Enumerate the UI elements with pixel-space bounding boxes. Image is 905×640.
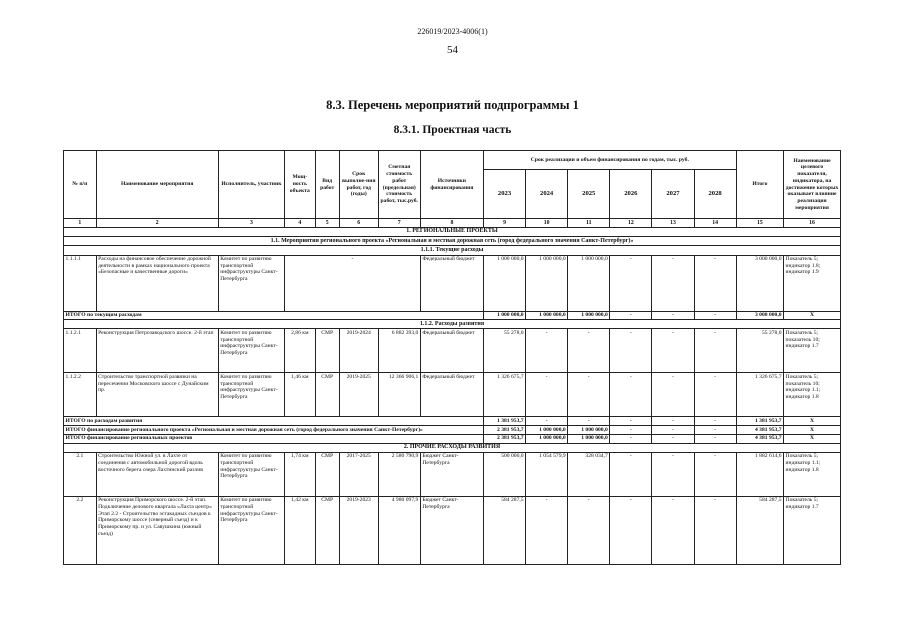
total-y2025: -: [568, 417, 610, 426]
total-y2024: 1 000 000,0: [526, 311, 568, 320]
total-row: [64, 311, 841, 320]
total-y2025: 1 000 000,0: [568, 426, 610, 435]
row-executor: Комитет по развитию транспортной инфраструктуры Санкт-Петербурга: [218, 329, 284, 373]
total-y2023: 2 381 953,7: [483, 434, 525, 443]
measures-table: [63, 150, 841, 565]
row-kind: СМР: [315, 452, 339, 496]
row-indicator: Показатель 5; индикатор 1.7: [784, 496, 841, 564]
row-total: 3 000 000,0: [736, 255, 783, 311]
row-cost: 2 580 790,9: [378, 452, 420, 496]
row-y2028: -: [694, 255, 736, 311]
total-y2024: 1 000 000,0: [526, 434, 568, 443]
header-indicator: Наименование целевого показателя, индикатора, на достижение которых оказывает влияние реализация мероприятия: [784, 151, 841, 219]
header-row-top: [64, 151, 841, 170]
row-y2027: -: [652, 373, 694, 417]
row-kind: СМР: [315, 329, 339, 373]
total-indicator: Х: [784, 417, 841, 426]
col-number: 8: [420, 219, 483, 228]
section-row: [64, 246, 841, 255]
total-y2027: -: [652, 417, 694, 426]
header-total: Итого: [736, 151, 783, 219]
total-y2026: -: [610, 426, 652, 435]
row-name: Реконструкция Петрозаводского шоссе. 2-й этап: [96, 329, 218, 373]
row-y2028: -: [694, 373, 736, 417]
row-cost: 12 366 906,1: [378, 373, 420, 417]
header-year-2025: 2025: [568, 170, 610, 219]
section-row: [64, 237, 841, 246]
table-row: [64, 373, 841, 417]
row-y2023: 500 000,0: [483, 452, 525, 496]
table-row: [64, 255, 841, 311]
total-y2028: -: [694, 434, 736, 443]
row-power: 2,86 км: [285, 329, 316, 373]
row-indicator: Показатель 5; индикатор 1.1; индикатор 1.8: [784, 452, 841, 496]
col-number: 9: [483, 219, 525, 228]
total-label: ИТОГО по текущим расходам: [64, 311, 484, 320]
row-total: 1 882 614,6: [736, 452, 783, 496]
document-number: 226019/2023-4006(1): [417, 27, 488, 36]
row-term: 2017-2025: [339, 452, 378, 496]
col-number: 14: [694, 219, 736, 228]
table-row: [64, 496, 841, 564]
section-other-expenses: 2. ПРОЧИЕ РАСХОДЫ РАЗВИТИЯ: [64, 443, 841, 452]
total-y2025: 1 000 000,0: [568, 434, 610, 443]
total-label: ИТОГО финансирование региональных проектов: [64, 434, 484, 443]
col-number: 5: [315, 219, 339, 228]
header-num: № п/п: [64, 151, 97, 219]
total-y2023: 1 381 953,7: [483, 417, 525, 426]
row-executor: Комитет по развитию транспортной инфраструктуры Санкт-Петербурга: [218, 496, 284, 564]
header-kind: Вид работ: [315, 151, 339, 219]
row-indicator: Показатель 5; показатель 10; индикатор 1.1; индикатор 1.8: [784, 373, 841, 417]
total-indicator: Х: [784, 311, 841, 320]
header-year-2024: 2024: [526, 170, 568, 219]
header-year-2027: 2027: [652, 170, 694, 219]
row-source: Федеральный бюджет: [420, 329, 483, 373]
row-indicator: Показатель 5; показатель 10; индикатор 1.7: [784, 329, 841, 373]
total-sum: 4 381 953,7: [736, 434, 783, 443]
row-num: 2.1: [64, 452, 97, 496]
header-power: Мощ-ность объекта: [285, 151, 316, 219]
row-y2025: -: [568, 329, 610, 373]
total-y2024: 1 000 000,0: [526, 426, 568, 435]
table-row: [64, 452, 841, 496]
col-number: 6: [339, 219, 378, 228]
col-number: 10: [526, 219, 568, 228]
row-y2025: -: [568, 496, 610, 564]
total-y2026: -: [610, 417, 652, 426]
row-y2028: -: [694, 452, 736, 496]
row-y2026: -: [610, 496, 652, 564]
page-number: 54: [447, 44, 458, 56]
row-source: Федеральный бюджет: [420, 255, 483, 311]
row-power: 1,46 км: [285, 373, 316, 417]
row-y2024: 1 054 579,9: [526, 452, 568, 496]
total-y2023: 1 000 000,0: [483, 311, 525, 320]
row-indicator: Показатель 5; индикатор 1.8; индикатор 1.9: [784, 255, 841, 311]
header-source: Источники финансирования: [420, 151, 483, 219]
total-y2025: 1 000 000,0: [568, 311, 610, 320]
header-period: Срок реализации и объем финансирования по годам, тыс. руб.: [483, 151, 736, 170]
col-number: 15: [736, 219, 783, 228]
col-number: 4: [285, 219, 316, 228]
row-name: Строительство Южной ул. в Лахте от соединения с автомобильной дорогой вдоль восточного берега озера Лахтинский разлив: [96, 452, 218, 496]
row-name: Расходы на финансовое обеспечение дорожной деятельности в рамках национального проекта «Безопасные и качественные дороги»: [96, 255, 218, 311]
total-row: [64, 426, 841, 435]
row-y2023: 1 326 675,7: [483, 373, 525, 417]
row-total: 55 278,0: [736, 329, 783, 373]
total-sum: 4 381 953,7: [736, 426, 783, 435]
row-y2024: -: [526, 496, 568, 564]
page-subtitle: 8.3.1. Проектная часть: [393, 124, 512, 136]
row-y2025: 1 000 000,0: [568, 255, 610, 311]
row-executor: Комитет по развитию транспортной инфраструктуры Санкт-Петербурга: [218, 452, 284, 496]
row-term: 2019-2024: [339, 329, 378, 373]
row-term: 2019-2025: [339, 373, 378, 417]
row-y2027: -: [652, 496, 694, 564]
row-y2025: 328 034,7: [568, 452, 610, 496]
row-y2024: -: [526, 373, 568, 417]
row-y2026: -: [610, 329, 652, 373]
col-number: 2: [96, 219, 218, 228]
row-y2027: -: [652, 452, 694, 496]
row-name: Реконструкция Приморского шоссе. 2-й этап. Подключение делового квартала «Лахта центр» Этап 2.2 - Строительство эстакадных съездов к Приморскому шоссе (северный съезд) и к Приморскому пр. и ул. Савушкина (южный съезд): [96, 496, 218, 564]
row-name: Строительство транспортной развязки на пересечении Московского шоссе с Дунайским пр.: [96, 373, 218, 417]
section-row: [64, 320, 841, 329]
row-y2026: -: [610, 373, 652, 417]
total-y2028: -: [694, 426, 736, 435]
header-name: Наименование мероприятия: [96, 151, 218, 219]
page-title: 8.3. Перечень мероприятий подпрограммы 1: [326, 98, 579, 112]
total-row: [64, 434, 841, 443]
section-current-expenses: 1.1.1. Текущие расходы: [64, 246, 841, 255]
total-y2028: -: [694, 417, 736, 426]
total-y2028: -: [694, 311, 736, 320]
row-total: 1 326 675,7: [736, 373, 783, 417]
row-source: Бюджет Санкт-Петербурга: [420, 452, 483, 496]
col-number: 12: [610, 219, 652, 228]
row-power: 1,42 км: [285, 496, 316, 564]
row-y2024: 1 000 000,0: [526, 255, 568, 311]
col-number: 1: [64, 219, 97, 228]
col-number: 7: [378, 219, 420, 228]
row-y2028: -: [694, 496, 736, 564]
col-number: 13: [652, 219, 694, 228]
row-total: 584 287,5: [736, 496, 783, 564]
row-y2026: -: [610, 255, 652, 311]
section-row: [64, 443, 841, 452]
header-executor: Исполнитель, участник: [218, 151, 284, 219]
total-indicator: Х: [784, 434, 841, 443]
row-y2023: 584 287,5: [483, 496, 525, 564]
total-y2026: -: [610, 434, 652, 443]
total-sum: 1 381 953,7: [736, 417, 783, 426]
row-kind: СМР: [315, 373, 339, 417]
row-executor: Комитет по развитию транспортной инфраструктуры Санкт-Петербурга: [218, 255, 284, 311]
row-y2025: -: [568, 373, 610, 417]
row-num: 1.1.1.1: [64, 255, 97, 311]
col-number: 16: [784, 219, 841, 228]
section-regional-project-roads: 1.1. Мероприятия регионального проекта «Региональная и местная дорожная сеть (город федерального значения Санкт-Петербург)»: [64, 237, 841, 246]
row-term: 2019-2023: [339, 496, 378, 564]
column-number-row: [64, 219, 841, 228]
total-row: [64, 417, 841, 426]
total-label: ИТОГО по расходам развития: [64, 417, 484, 426]
header-term: Срок выполне-ния работ, год (годы): [339, 151, 378, 219]
row-y2028: -: [694, 329, 736, 373]
row-source: Бюджет Санкт-Петербурга: [420, 496, 483, 564]
total-y2023: 2 381 953,7: [483, 426, 525, 435]
header-cost: Сметная стоимость работ (предельная) стоимость работ, тыс.руб.: [378, 151, 420, 219]
row-y2024: -: [526, 329, 568, 373]
total-y2027: -: [652, 426, 694, 435]
row-num: 1.1.2.2: [64, 373, 97, 417]
table-row: [64, 329, 841, 373]
row-y2027: -: [652, 255, 694, 311]
row-power: 1,74 км: [285, 452, 316, 496]
row-cost: 6 882 393,0: [378, 329, 420, 373]
total-y2027: -: [652, 311, 694, 320]
row-y2027: -: [652, 329, 694, 373]
total-y2024: -: [526, 417, 568, 426]
row-y2023: 1 000 000,0: [483, 255, 525, 311]
row-y2023: 55 278,0: [483, 329, 525, 373]
section-development-expenses: 1.1.2. Расходы развития: [64, 320, 841, 329]
header-year-2028: 2028: [694, 170, 736, 219]
header-year-2026: 2026: [610, 170, 652, 219]
row-cost: 4 980 097,9: [378, 496, 420, 564]
section-regional-projects: 1. РЕГИОНАЛЬНЫЕ ПРОЕКТЫ: [64, 227, 841, 236]
total-sum: 3 000 000,0: [736, 311, 783, 320]
total-label: ИТОГО финансирование регионального проекта «Региональная и местная дорожная сеть (город федерального значения Санкт-Петербург)»: [64, 426, 484, 435]
total-y2027: -: [652, 434, 694, 443]
col-number: 11: [568, 219, 610, 228]
row-source: Федеральный бюджет: [420, 373, 483, 417]
row-num: 1.1.2.1: [64, 329, 97, 373]
section-row: [64, 227, 841, 236]
total-y2026: -: [610, 311, 652, 320]
total-indicator: Х: [784, 426, 841, 435]
row-num: 2.2: [64, 496, 97, 564]
row-cost-dash: -: [285, 255, 421, 311]
header-year-2023: 2023: [483, 170, 525, 219]
col-number: 3: [218, 219, 284, 228]
row-kind: СМР: [315, 496, 339, 564]
row-executor: Комитет по развитию транспортной инфраструктуры Санкт-Петербурга: [218, 373, 284, 417]
row-y2026: -: [610, 452, 652, 496]
